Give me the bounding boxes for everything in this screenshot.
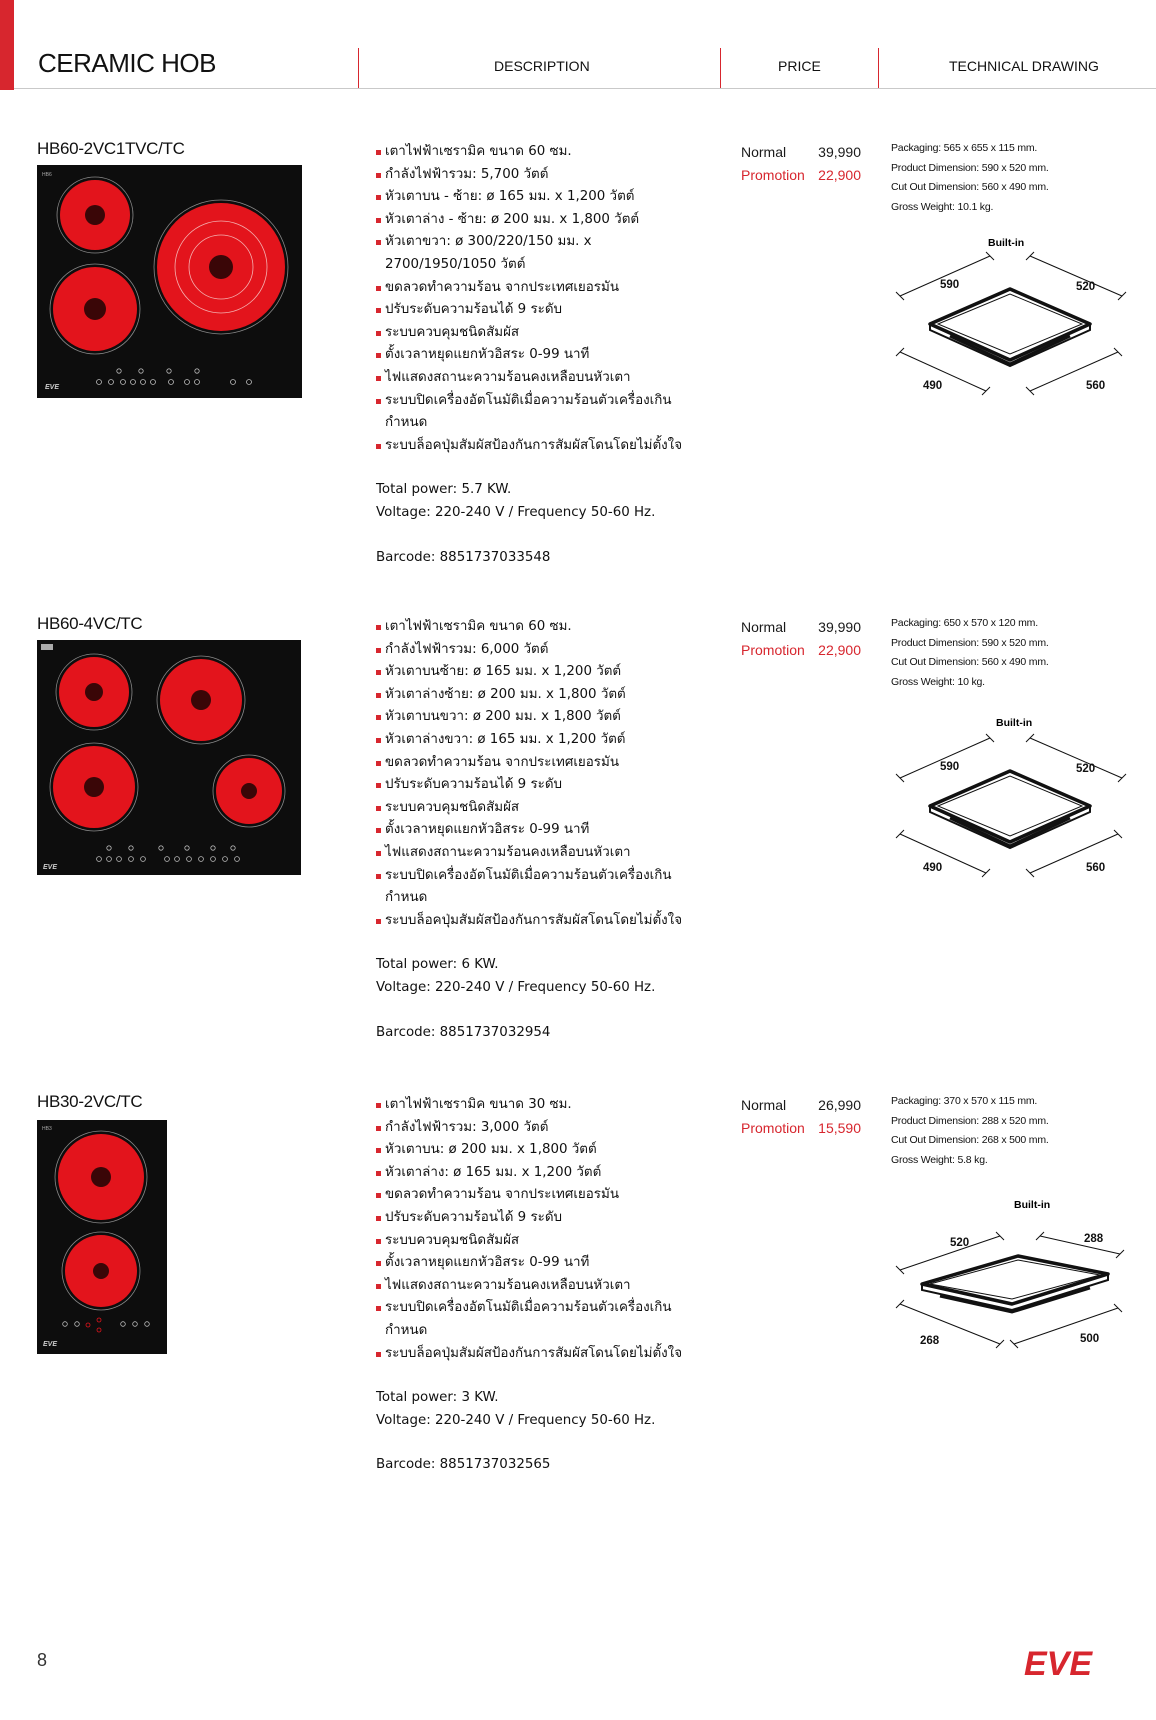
dim-label: 490 [923, 380, 943, 392]
feature-item: ตั้งเวลาหยุดแยกหัวอิสระ 0-99 นาที [376, 1252, 696, 1275]
eve-logo-text: EVE [1024, 1645, 1093, 1682]
voltage: Voltage: 220-240 V / Frequency 50-60 Hz. [376, 504, 656, 520]
technical-drawing [890, 234, 1130, 419]
feature-item: หัวเตาบนขวา: ø 200 มม. x 1,800 วัตต์ [376, 706, 696, 729]
total-power: Total power: 3 KW. [376, 1390, 499, 1406]
feature-list [376, 141, 696, 457]
dim-label: 490 [923, 862, 943, 874]
feature-item: ไฟแสดงสถานะความร้อนคงเหลือบนหัวเตา [376, 367, 696, 390]
feature-item: เตาไฟฟ้าเซรามิค ขนาด 60 ซม. [376, 141, 696, 164]
brand-mark: EVE [43, 864, 58, 871]
feature-item: ไฟแสดงสถานะความร้อนคงเหลือบนหัวเตา [376, 842, 696, 865]
builtin-label: Built-in [988, 237, 1025, 249]
svg-text:HB3: HB3 [42, 1126, 52, 1132]
burner-top-left [57, 177, 133, 253]
model-name: HB30-2VC/TC [37, 1092, 143, 1111]
feature-item: ขดลวดทำความร้อน จากประเทศเยอรมัน [376, 1184, 696, 1207]
packaging: Packaging: 650 x 570 x 120 mm. [891, 617, 1038, 629]
feature-item: ระบบล็อคปุ่มสัมผัสป้องกันการสัมผัสโดนโดยไม่ตั้งใจ [376, 435, 696, 458]
feature-item: ระบบล็อคปุ่มสัมผัสป้องกันการสัมผัสโดนโดยไม่ตั้งใจ [376, 910, 696, 933]
feature-item: ระบบปิดเครื่องอัตโนมัติเมื่อความร้อนตัวเครื่องเกินกำหนด [376, 1297, 696, 1342]
feature-item: ไฟแสดงสถานะความร้อนคงเหลือบนหัวเตา [376, 1275, 696, 1298]
cutout-dimension: Cut Out Dimension: 268 x 500 mm. [891, 1134, 1049, 1146]
promotion-price: 22,900 [818, 166, 861, 183]
dim-label: 590 [940, 279, 960, 291]
promotion-label: Promotion [741, 166, 805, 183]
normal-price: 26,990 [818, 1097, 861, 1113]
feature-item: หัวเตาขวา: ø 300/220/150 มม. x 2700/1950/1050 วัตต์ [376, 231, 696, 276]
feature-item: ขดลวดทำความร้อน จากประเทศเยอรมัน [376, 277, 696, 300]
spec-list [891, 1092, 1049, 1170]
normal-label: Normal [741, 619, 787, 635]
product-photo [37, 640, 301, 875]
technical-drawing [890, 1196, 1130, 1376]
spec-list [891, 139, 1049, 217]
gross-weight: Gross Weight: 5.8 kg. [891, 1153, 988, 1166]
price-block [741, 1094, 861, 1139]
burner-bottom [62, 1232, 140, 1310]
product-photo [37, 165, 302, 398]
page-number: 8 [37, 1650, 48, 1670]
gross-weight: Gross Weight: 10.1 kg. [891, 200, 994, 213]
brand-mark: EVE [43, 1341, 58, 1348]
normal-label: Normal [741, 1097, 787, 1113]
packaging: Packaging: 565 x 655 x 115 mm. [891, 142, 1038, 154]
description [376, 1094, 696, 1477]
product-dimension: Product Dimension: 288 x 520 mm. [891, 1114, 1049, 1127]
feature-item: ระบบล็อคปุ่มสัมผัสป้องกันการสัมผัสโดนโดยไม่ตั้งใจ [376, 1343, 696, 1366]
description [376, 616, 696, 1044]
dim-label: 520 [950, 1237, 970, 1249]
feature-item: กำลังไฟฟ้ารวม: 6,000 วัตต์ [376, 639, 696, 662]
header-rule [14, 88, 1156, 89]
total-power: Total power: 6 KW. [376, 957, 499, 973]
column-header-price: PRICE [778, 58, 821, 74]
burner-bottom-right [213, 755, 285, 827]
feature-item: ตั้งเวลาหยุดแยกหัวอิสระ 0-99 นาที [376, 344, 696, 367]
gross-weight: Gross Weight: 10 kg. [891, 675, 985, 688]
column-header-technical-drawing: TECHNICAL DRAWING [949, 58, 1099, 74]
feature-item: หัวเตาล่างซ้าย: ø 200 มม. x 1,800 วัตต์ [376, 684, 696, 707]
product-dimension: Product Dimension: 590 x 520 mm. [891, 636, 1049, 649]
feature-item: ระบบปิดเครื่องอัตโนมัติเมื่อความร้อนตัวเครื่องเกินกำหนด [376, 390, 696, 435]
svg-text:HB6: HB6 [42, 172, 52, 178]
feature-item: เตาไฟฟ้าเซรามิค ขนาด 60 ซม. [376, 616, 696, 639]
product-photo [37, 1120, 167, 1354]
feature-item: กำลังไฟฟ้ารวม: 3,000 วัตต์ [376, 1117, 696, 1140]
spec-list [891, 614, 1049, 692]
barcode: Barcode: 8851737032954 [376, 1024, 551, 1040]
promotion-label: Promotion [741, 1119, 805, 1136]
feature-item: หัวเตาบน: ø 200 มม. x 1,800 วัตต์ [376, 1139, 696, 1162]
dim-label: 500 [1080, 1333, 1100, 1345]
burner-top-left [56, 654, 132, 730]
column-header-description: DESCRIPTION [494, 58, 590, 74]
model-name: HB60-2VC1TVC/TC [37, 139, 185, 158]
dim-label: 520 [1076, 763, 1096, 775]
price-block [741, 616, 861, 661]
feature-item: หัวเตาล่าง - ซ้าย: ø 200 มม. x 1,800 วัตต์ [376, 209, 696, 232]
model-name: HB60-4VC/TC [37, 614, 143, 633]
barcode: Barcode: 8851737032565 [376, 1457, 551, 1473]
feature-item: ขดลวดทำความร้อน จากประเทศเยอรมัน [376, 752, 696, 775]
feature-item: ปรับระดับความร้อนได้ 9 ระดับ [376, 1207, 696, 1230]
feature-item: หัวเตาล่าง: ø 165 มม. x 1,200 วัตต์ [376, 1162, 696, 1185]
feature-list [376, 1094, 696, 1365]
feature-item: ปรับระดับความร้อนได้ 9 ระดับ [376, 299, 696, 322]
feature-item: หัวเตาบน - ซ้าย: ø 165 มม. x 1,200 วัตต์ [376, 186, 696, 209]
header-divider [878, 48, 879, 89]
header-accent-bar [0, 0, 14, 90]
promotion-label: Promotion [741, 641, 805, 658]
price-block [741, 141, 861, 186]
voltage: Voltage: 220-240 V / Frequency 50-60 Hz. [376, 979, 656, 995]
feature-item: ปรับระดับความร้อนได้ 9 ระดับ [376, 774, 696, 797]
feature-item: เตาไฟฟ้าเซรามิค ขนาด 30 ซม. [376, 1094, 696, 1117]
description [376, 141, 696, 569]
feature-item: ระบบปิดเครื่องอัตโนมัติเมื่อความร้อนตัวเครื่องเกินกำหนด [376, 865, 696, 910]
feature-item: ระบบควบคุมชนิดสัมผัส [376, 322, 696, 345]
technical-drawing [890, 714, 1130, 899]
total-power: Total power: 5.7 KW. [376, 482, 512, 498]
feature-item: ตั้งเวลาหยุดแยกหัวอิสระ 0-99 นาที [376, 819, 696, 842]
product-dimension: Product Dimension: 590 x 520 mm. [891, 161, 1049, 174]
dim-label: 520 [1076, 281, 1096, 293]
feature-item: หัวเตาล่างขวา: ø 165 มม. x 1,200 วัตต์ [376, 729, 696, 752]
header-divider [358, 48, 359, 89]
brand-mark: EVE [45, 384, 60, 391]
packaging: Packaging: 370 x 570 x 115 mm. [891, 1095, 1038, 1107]
promotion-price: 15,590 [818, 1119, 861, 1136]
dim-label: 268 [920, 1335, 940, 1347]
eve-logo [1020, 1642, 1120, 1682]
feature-item: หัวเตาบนซ้าย: ø 165 มม. x 1,200 วัตต์ [376, 661, 696, 684]
normal-price: 39,990 [818, 144, 861, 160]
header-divider [720, 48, 721, 89]
feature-list [376, 616, 696, 932]
feature-item: กำลังไฟฟ้ารวม: 5,700 วัตต์ [376, 164, 696, 187]
normal-price: 39,990 [818, 619, 861, 635]
dim-label: 590 [940, 761, 960, 773]
feature-item: ระบบควบคุมชนิดสัมผัส [376, 1230, 696, 1253]
feature-item: ระบบควบคุมชนิดสัมผัส [376, 797, 696, 820]
barcode: Barcode: 8851737033548 [376, 549, 551, 565]
dim-label: 288 [1084, 1233, 1104, 1245]
dim-label: 560 [1086, 380, 1106, 392]
builtin-label: Built-in [996, 717, 1033, 729]
dim-label: 560 [1086, 862, 1106, 874]
builtin-label: Built-in [1014, 1199, 1051, 1211]
cutout-dimension: Cut Out Dimension: 560 x 490 mm. [891, 656, 1049, 668]
page-title: CERAMIC HOB [38, 48, 216, 78]
promotion-price: 22,900 [818, 641, 861, 658]
cutout-dimension: Cut Out Dimension: 560 x 490 mm. [891, 181, 1049, 193]
voltage: Voltage: 220-240 V / Frequency 50-60 Hz. [376, 1412, 656, 1428]
normal-label: Normal [741, 144, 787, 160]
